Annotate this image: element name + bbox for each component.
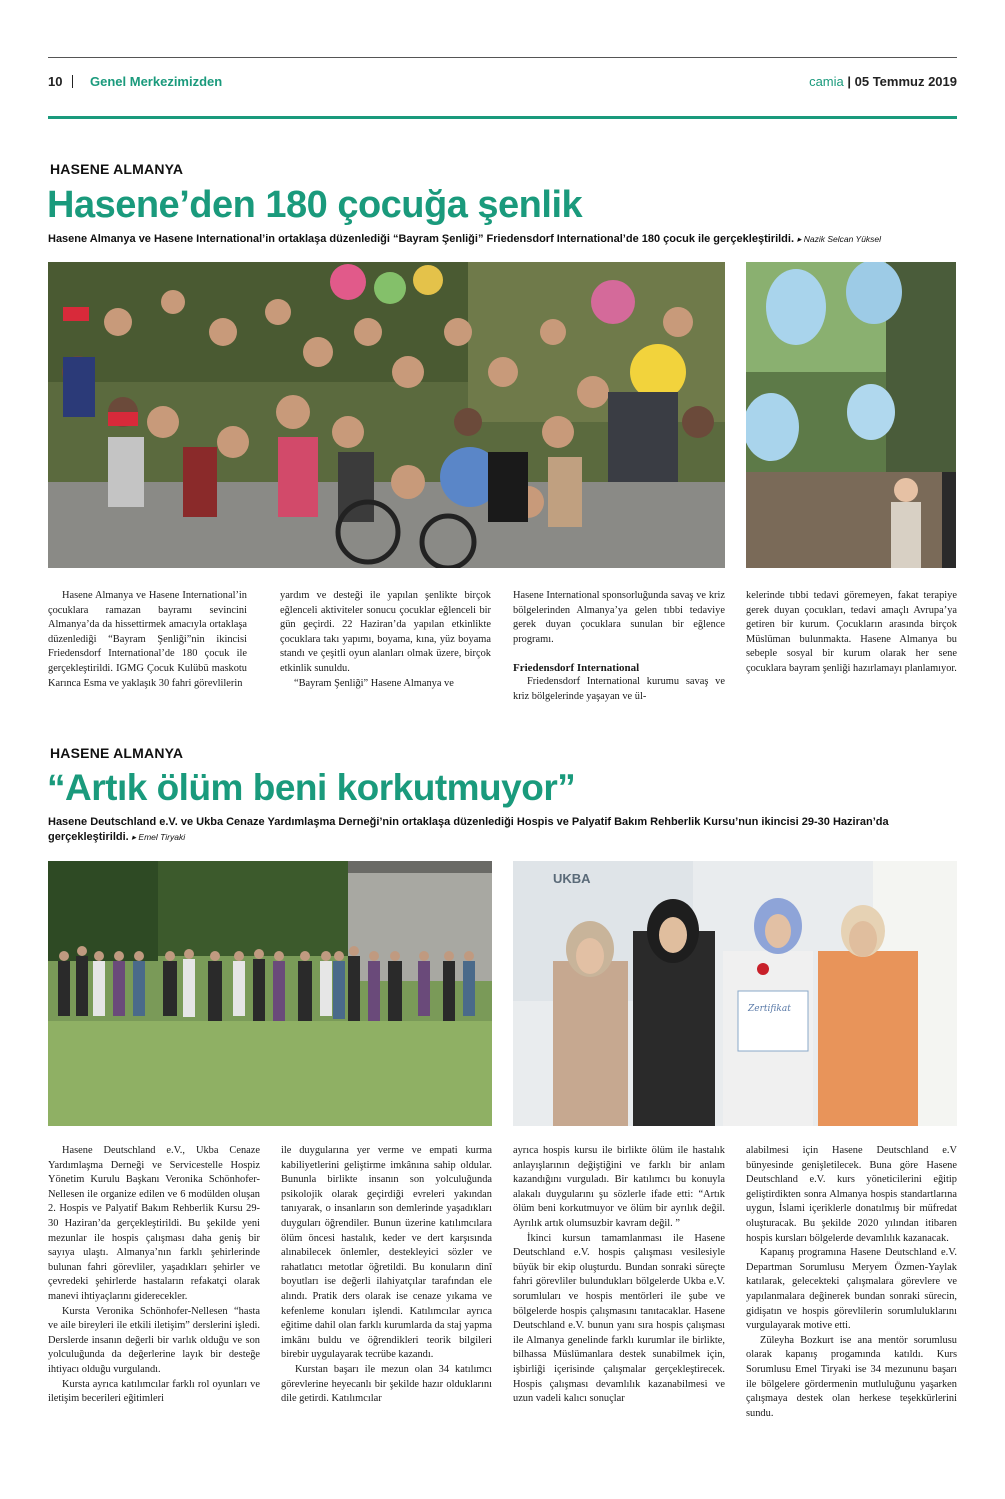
article2-lead-text: Hasene Deutschland e.V. ve Ukba Cenaze Yardımlaşma Derneği’nin ortaklaşa düzenlediği Hospis ve Palyatif Bakım Rehberlik Kursu’nun ikincisi 29-30 Haziran’da gerçekleştirildi. <box>48 816 889 843</box>
article1-lead-text: Hasene Almanya ve Hasene International’in ortaklaşa düzenlediği “Bayram Şenliği” Friedensdorf International’de 180 çocuk ile gerçekleştirildi. <box>48 233 795 245</box>
article1-col3-para: Hasene International sponsorluğunda savaş ve kriz bölgelerinden Almanya’ya gelen tıbbi tedaviye gerek duyan çocuklara sunulan bir eğlence programı. <box>513 590 725 645</box>
article2-byline: ▸ Emel Tiryaki <box>131 832 186 842</box>
page-header <box>48 74 957 92</box>
certificate-text: Zertifikat <box>748 1004 791 1014</box>
article1-photo-children <box>48 262 725 568</box>
article2-col2-para: ile duygularına yer verme ve empati kurma kabiliyetlerini geliştirme imkânına sahip oldular. Bununla birlikte insanın son yolculuğunda psikolojik olarak geçirdiği evreleri yakından tanıyarak, o insanların son demlerinde yaşadıkları duyguları öğrendiler. Bunun üzerine katılımcılara ölüm öncesi hastalık, keder ve dert karşısında alınabilecek önlemler, destekleyici sözler ve rahatlatıcı metotlar öğretildi. Bu konuların dinî boyutları ise değerli ilahiyatçılar tarafından ele alındı. Pratik ders olarak ise cenaze yıkama ve kefenleme konuları işlendi. Katılımcılar ayrıca eğitime dahil olan farklı kurumlarda da staj yapma imkânı buldu ve öğrendikleri teorik bilgileri birebir uygulayarak tecrübe kazandı. <box>281 1145 492 1361</box>
article1-column-4 <box>746 589 957 677</box>
article1-column-2 <box>280 589 491 691</box>
article2-col1-para: Hasene Deutschland e.V., Ukba Cenaze Yardımlaşma Derneği ve Servicestelle Hospiz Yönetim Kurulu Başkanı Veronika Schönhofer-Nellesen ile organize edilen ve 6 modülden oluşan 2. Hospis ve Palyatif Bakım Rehberlik Kursu 29-30 Haziran’da gerçekleştirildi. Bu şekilde yeni mezunlar ile hospis çalışması daha geniş bir sayıya ulaştı. Almanya’nın farklı şehirlerinde bulunan fahri görevliler, yaşadıkları şehirler ve çevredeki şehirlerde hastaların refakatçi olarak manevi ihtiyaçlarını giderecekler. <box>48 1145 260 1302</box>
article2-kicker: HASENE ALMANYA <box>50 745 184 761</box>
article2-photo-group <box>48 861 492 1126</box>
top-rule <box>48 57 957 58</box>
article1-col2-para: “Bayram Şenliği” Hasene Almanya ve <box>294 677 454 689</box>
article2-col3-para: İkinci kursun tamamlanması ile Hasene Deutschland e.V. hospis çalışması vesilesiyle büyük bir ekip oluşturdu. Bundan sonraki süreçte fahri görevliler bulundukları bölgelerde Ukba e.V. sorumluları ve hospis mentörleri ile şube ve bölgelerde hospis çalışmasını tanıtacaklar. Hasene Deutschland e.V. bunun yanı sıra hospis çalışması ile Almanya genelinde farklı kurumlar ile birlikte, bilhassa Müslümanlara destek sunabilmek için, işbirliği içerisinde çalışmalar gerçekleştirecek. Hospis çalışması devamlılık kazanabilmesi ve uzun vadeli kalıcı sonuçlar <box>513 1232 725 1405</box>
article1-subhead: Friedensdorf International <box>513 662 640 675</box>
article1-headline: Hasene’den 180 çocuğa şenlik <box>47 184 583 226</box>
article2-col1-para: Kursta Veronika Schönhofer-Nellesen “hasta ve aile bireyleri ile etkili iletişim” derslerini işledi. Derslerde insanın değerli bir varlık olduğu ve son yolculuğunda da değerlerine layık bir desteğe ihtiyacı olduğu vurgulandı. <box>48 1305 260 1375</box>
article2-column-4 <box>746 1144 957 1421</box>
article2-col1-para: Kursta ayrıca katılımcılar farklı rol oyunları ve iletişim becerileri eğitimleri <box>48 1378 260 1405</box>
article2-photo-certificate <box>513 861 957 1126</box>
article1-col4-para: kelerinde tıbbi tedavi göremeyen, fakat terapiye gerek duyan çocukları, tedavi amaçlı Avrupa’ya getiren bir kurum. Çocukların arasında birçok Müslüman bulunmakta. Hasene Almanya bu sebeple sosyal bir kurum olarak her sene çocuklara bayram şenliği hazırlamayı planlamıyor. <box>746 590 957 674</box>
article1-photo-girl-balloons <box>746 262 956 568</box>
article2-col4-para: Züleyha Bozkurt ise ana mentör sorumlusu olarak kapanış progamında katıldı. Kurs Sorumlusu Emel Tiryaki ise 34 mezununu başarı ile bölgelere gördermenin mutluluğunu yaşarken çalışmaya destek olan herkese teşekkürlerini sundu. <box>746 1334 957 1419</box>
article1-column-3 <box>513 589 725 705</box>
article1-col2-para: yardım ve desteği ile yapılan şenlikte birçok eğlenceli aktiviteler sonucu çocuklar eğlenceli bir gün geçirdi. 22 Haziran’da yapılan etkinlikte çocuklara takı yapımı, boyama, kına, yüz boyama standı ve çeşitli oyun alanları olmak üzere, birçok etkinlik sunuldu. <box>280 590 491 674</box>
brand-name: camia <box>809 74 844 89</box>
article2-col2-para: Kurstan başarı ile mezun olan 34 katılımcı görevlerine heyecanlı bir şekilde hazır olduklarını dile getirdi. Katılımcılar <box>281 1363 492 1405</box>
publication-info <box>809 74 957 89</box>
article2-column-2 <box>281 1144 492 1407</box>
article2-col4-para: alabilmesi için Hasene Deutschland e.V bünyesinde genişletilecek. Buna göre Hasene Deutschland e.V. kurs yöneticilerini eğitip geliştirdikten sonra Almanya hospis standartlarına uygun, İslami içeriklerle donatılmış bir müfredat oluşturacak. Bu şekilde 2020 yılından itibaren hospis kursları bölgelerde devamlılık kazanacak. <box>746 1145 957 1244</box>
article1-lead <box>48 232 960 247</box>
article1-kicker: HASENE ALMANYA <box>50 161 184 177</box>
article2-col4-para: Kapanış programına Hasene Deutschland e.V. Departman Sorumlusu Meryem Özmen-Yaylak katılarak, gelecekteki çalışmalara görevlere ve yapılanmalara değinerek bundan sonraki sürecin, gidişatın ve hospis görevlilerin sorumluluklarını vurgulayarak motive etti. <box>746 1247 957 1332</box>
section-name: Genel Merkezimizden <box>90 74 223 89</box>
header-separator <box>72 75 73 88</box>
issue-date: | 05 Temmuz 2019 <box>843 74 957 89</box>
article1-col3-para: Friedensdorf International kurumu savaş ve kriz bölgelerinde yaşayan ve ül- <box>513 676 725 702</box>
article2-column-3 <box>513 1144 725 1407</box>
article1-col1-para: Hasene Almanya ve Hasene International’in çocuklara ramazan bayramı sevincini Almanya’da da hissettirmek amacıyla ortaklaşa düzenlediği “Bayram Şenliği”nin ikincisi Friedensdorf International’de 180 çocuk ile gerçekleştirildi. IGMG Çocuk Kulübü maskotu Karınca Esma ve yaklaşık 30 fahri görevlilerin <box>48 590 247 689</box>
article1-byline: ▸ Nazik Selcan Yüksel <box>797 234 882 244</box>
ukba-sign-text: UKBA <box>553 871 591 886</box>
article2-headline: “Artık ölüm beni korkutmuyor” <box>47 767 576 808</box>
article2-lead <box>48 815 960 845</box>
header-green-rule <box>48 116 957 119</box>
article1-column-1 <box>48 589 247 691</box>
page-number: 10 <box>48 74 63 89</box>
article2-col3-para: ayrıca hospis kursu ile birlikte ölüm ile hastalık anlayışlarının değiştiğini ve farklı bir anlam kazandığını vurguladı. Bir katılımcı bu konuyla alakalı duygularını şu sözlerle ifade etti: “Artık ölüm beni korkutmuyor ve ölüm bir ayrılık değil. Ayrılık artık olumsuzbir kavram değil. ” <box>513 1145 725 1229</box>
article2-column-1 <box>48 1144 260 1407</box>
